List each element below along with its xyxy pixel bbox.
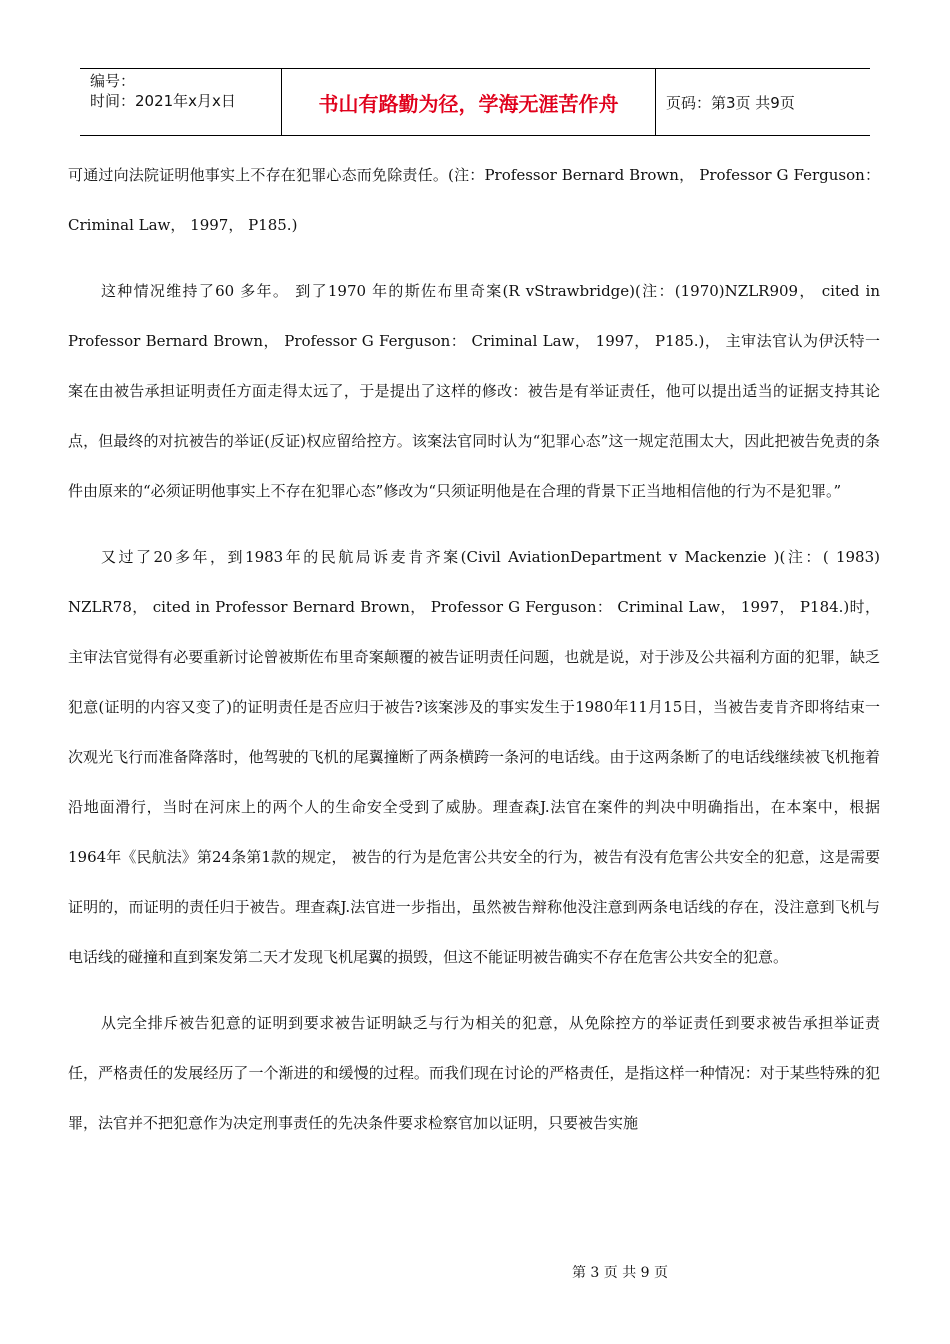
page-footer: 第 3 页 共 9 页	[571, 1265, 669, 1281]
header-motto: 书山有路勤为径，学海无涯苦作舟	[282, 69, 656, 135]
header-page-number: 页码：第3页 共9页	[666, 93, 795, 112]
paragraph-1: 可通过向法院证明他事实上不存在犯罪心态而免除责任。(注：Professor Bernard Brown， Professor G Ferguson： Criminal Law， 1997， P185.)	[68, 166, 880, 234]
paragraph-4: 从完全排斥被告犯意的证明到要求被告证明缺乏与行为相关的犯意，从免除控方的举证责任到要求被告承担举证责任，严格责任的发展经历了一个渐进的和缓慢的过程。而我们现在讨论的严格责任，是指这样一种情况：对于某些特殊的犯罪，法官并不把犯意作为决定刑事责任的先决条件要求检察官加以证明，只要被告实施	[68, 1014, 880, 1132]
paragraph-2: 这种情况维持了60 多年。 到了1970 年的斯佐布里奇案(R vStrawbridge)(注：(1970)NZLR909， cited in Professor Bernard Brown， Professor G Ferguson： Criminal Law， 1997， P185.)， 主审法官认为伊沃特一案在由被告承担证明责任方面走得太远了，于是提出了这样的修改：被告是有举证责任，他可以提出适当的证据支持其论点，但最终的对抗被告的举证(反证)权应留给控方。该案法官同时认为“犯罪心态”这一规定范围太大，因此把被告免责的条件由原来的“必须证明他事实上不存在犯罪心态”修改为“只须证明他是在合理的背景下正当地相信他的行为不是犯罪。”	[68, 282, 880, 500]
document-date-label: 时间：2021年x月x日	[90, 92, 236, 110]
page-header	[80, 68, 870, 136]
document-body	[68, 150, 880, 1148]
header-info-cell	[80, 69, 282, 135]
document-number-label: 编号：	[90, 72, 136, 90]
paragraph-3: 又过了20多年，到1983年的民航局诉麦肯齐案(Civil AviationDepartment v Mackenzie )(注：( 1983) NZLR78， cited in Professor Bernard Brown， Professor G Ferguson： Criminal Law， 1997， P184.)时，主审法官觉得有必要重新讨论曾被斯佐布里奇案颠覆的被告证明责任问题，也就是说，对于涉及公共福利方面的犯罪，缺乏犯意(证明的内容又变了)的证明责任是否应归于被告?该案涉及的事实发生于1980年11月15日，当被告麦肯齐即将结束一次观光飞行而准备降落时，他驾驶的飞机的尾翼撞断了两条横跨一条河的电话线。由于这两条断了的电话线继续被飞机拖着沿地面滑行，当时在河床上的两个人的生命安全受到了威胁。理查森J.法官在案件的判决中明确指出，在本案中，根据1964年《民航法》第24条第1款的规定， 被告的行为是危害公共安全的行为，被告有没有危害公共安全的犯意，这是需要证明的，而证明的责任归于被告。理查森J.法官进一步指出，虽然被告辩称他没注意到两条电话线的存在，没注意到飞机与电话线的碰撞和直到案发第二天才发现飞机尾翼的损毁，但这不能证明被告确实不存在危害公共安全的犯意。	[68, 548, 880, 966]
